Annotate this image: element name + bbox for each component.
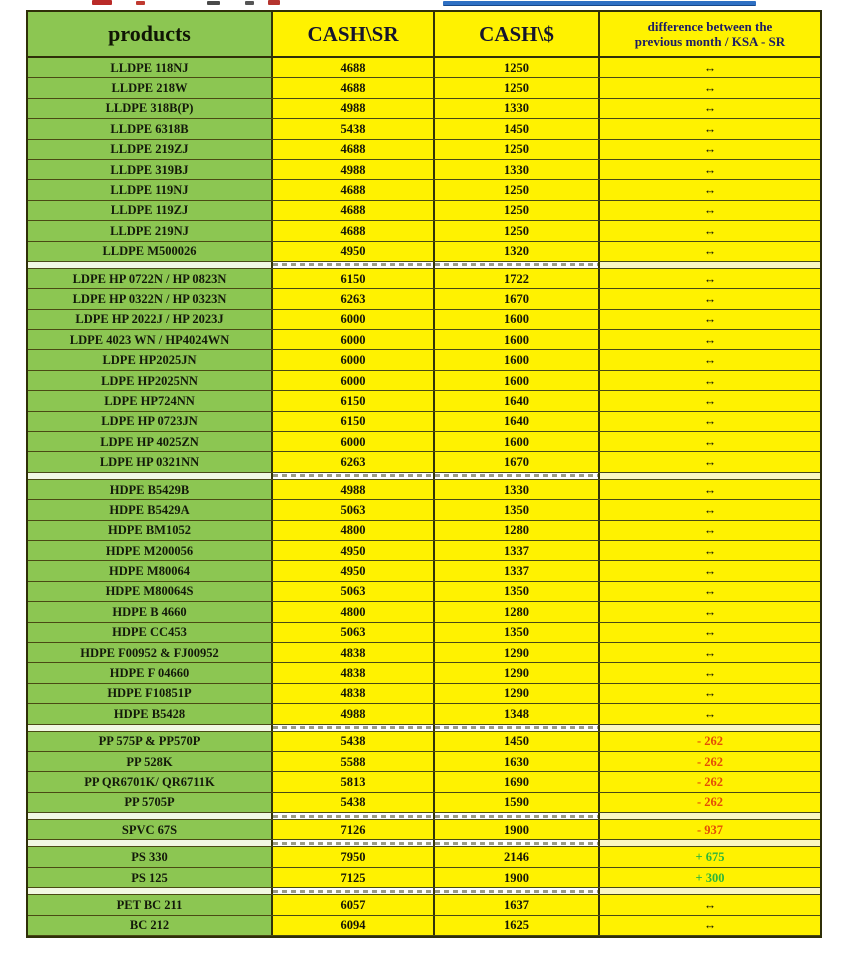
cash-usd-cell: 2146 xyxy=(435,847,600,866)
cash-usd-cell: 1280 xyxy=(435,521,600,540)
cash-sr-cell: 6150 xyxy=(273,391,435,410)
table-row xyxy=(28,201,820,221)
table-row xyxy=(28,452,820,472)
difference-cell: ↔ xyxy=(600,916,820,935)
header-cash-sr-label: CASH\SR xyxy=(307,21,399,46)
cash-usd-cell: 1350 xyxy=(435,582,600,601)
table-row xyxy=(28,916,820,936)
cash-sr-cell: 5063 xyxy=(273,582,435,601)
cash-sr-cell: 4950 xyxy=(273,561,435,580)
table-row xyxy=(28,820,820,840)
cash-sr-cell: 4688 xyxy=(273,180,435,199)
group-separator-cell xyxy=(435,262,600,268)
cash-sr-cell: 5813 xyxy=(273,772,435,791)
cash-sr-cell: 6263 xyxy=(273,452,435,471)
product-name-cell: SPVC 67S xyxy=(28,820,273,839)
cash-sr-cell: 5438 xyxy=(273,793,435,812)
difference-cell: ↔ xyxy=(600,310,820,329)
product-name-cell: HDPE BM1052 xyxy=(28,521,273,540)
cropped-text-fragment xyxy=(207,1,220,5)
cash-sr-cell: 6000 xyxy=(273,432,435,451)
product-name-cell: LLDPE 118NJ xyxy=(28,58,273,77)
group-separator-cell xyxy=(435,725,600,731)
difference-cell: ↔ xyxy=(600,221,820,240)
table-row xyxy=(28,772,820,792)
cash-sr-cell: 4800 xyxy=(273,521,435,540)
cash-usd-cell: 1290 xyxy=(435,663,600,682)
product-name-cell: LLDPE 319BJ xyxy=(28,160,273,179)
table-row xyxy=(28,663,820,683)
header-difference xyxy=(600,12,820,56)
product-name-cell: HDPE B5429A xyxy=(28,500,273,519)
cash-usd-cell: 1630 xyxy=(435,752,600,771)
cash-usd-cell: 1600 xyxy=(435,350,600,369)
cash-usd-cell: 1337 xyxy=(435,541,600,560)
cash-usd-cell: 1250 xyxy=(435,140,600,159)
difference-cell: - 262 xyxy=(600,772,820,791)
difference-cell: ↔ xyxy=(600,684,820,703)
product-name-cell: HDPE F00952 & FJ00952 xyxy=(28,643,273,662)
difference-cell: ↔ xyxy=(600,350,820,369)
table-row xyxy=(28,561,820,581)
group-separator-cell xyxy=(273,473,435,479)
cropped-blue-underline xyxy=(443,1,756,6)
product-name-cell: HDPE B 4660 xyxy=(28,602,273,621)
group-separator-cell xyxy=(273,262,435,268)
table-row xyxy=(28,58,820,78)
table-row xyxy=(28,99,820,119)
difference-cell: ↔ xyxy=(600,140,820,159)
difference-cell: - 262 xyxy=(600,793,820,812)
table-row xyxy=(28,391,820,411)
table-row xyxy=(28,269,820,289)
product-name-cell: LDPE HP2025NN xyxy=(28,371,273,390)
table-row xyxy=(28,643,820,663)
cropped-text-fragment xyxy=(92,0,112,5)
cash-usd-cell: 1690 xyxy=(435,772,600,791)
product-name-cell: LDPE HP 0322N / HP 0323N xyxy=(28,289,273,308)
cash-sr-cell: 4988 xyxy=(273,160,435,179)
table-body xyxy=(28,58,820,936)
product-name-cell: LDPE HP 2022J / HP 2023J xyxy=(28,310,273,329)
cash-usd-cell: 1670 xyxy=(435,452,600,471)
cash-sr-cell: 4688 xyxy=(273,78,435,97)
difference-cell: ↔ xyxy=(600,119,820,138)
table-row xyxy=(28,350,820,370)
cash-sr-cell: 4988 xyxy=(273,99,435,118)
difference-cell: - 937 xyxy=(600,820,820,839)
product-name-cell: LLDPE 6318B xyxy=(28,119,273,138)
cash-sr-cell: 4688 xyxy=(273,201,435,220)
cash-usd-cell: 1625 xyxy=(435,916,600,935)
group-separator-cell xyxy=(600,813,820,819)
cash-sr-cell: 5063 xyxy=(273,500,435,519)
difference-cell: ↔ xyxy=(600,582,820,601)
table-row xyxy=(28,412,820,432)
header-products xyxy=(28,12,273,56)
product-name-cell: LLDPE M500026 xyxy=(28,242,273,261)
cash-usd-cell: 1640 xyxy=(435,391,600,410)
product-name-cell: LLDPE 119ZJ xyxy=(28,201,273,220)
table-row xyxy=(28,500,820,520)
product-name-cell: BC 212 xyxy=(28,916,273,935)
group-separator-cell xyxy=(273,888,435,894)
cash-usd-cell: 1337 xyxy=(435,561,600,580)
cash-usd-cell: 1330 xyxy=(435,99,600,118)
difference-cell: ↔ xyxy=(600,180,820,199)
group-separator-row xyxy=(28,840,820,847)
cash-sr-cell: 7126 xyxy=(273,820,435,839)
difference-cell: ↔ xyxy=(600,99,820,118)
cash-sr-cell: 6094 xyxy=(273,916,435,935)
header-products-label: products xyxy=(108,21,191,46)
group-separator-cell xyxy=(600,262,820,268)
cash-sr-cell: 5438 xyxy=(273,119,435,138)
cash-sr-cell: 6263 xyxy=(273,289,435,308)
cropped-text-fragment xyxy=(245,1,254,5)
cash-sr-cell: 6000 xyxy=(273,350,435,369)
difference-cell: ↔ xyxy=(600,480,820,499)
product-name-cell: LDPE HP 0723JN xyxy=(28,412,273,431)
product-name-cell: PP 575P & PP570P xyxy=(28,732,273,751)
difference-cell: ↔ xyxy=(600,704,820,723)
cash-sr-cell: 5438 xyxy=(273,732,435,751)
product-name-cell: LDPE HP 4025ZN xyxy=(28,432,273,451)
difference-cell: ↔ xyxy=(600,541,820,560)
cash-usd-cell: 1640 xyxy=(435,412,600,431)
product-name-cell: HDPE CC453 xyxy=(28,623,273,642)
group-separator-row xyxy=(28,473,820,480)
table-row xyxy=(28,732,820,752)
header-difference-line1: difference between the xyxy=(647,19,773,34)
table-row xyxy=(28,310,820,330)
difference-cell: ↔ xyxy=(600,371,820,390)
group-separator-cell xyxy=(273,840,435,846)
cash-sr-cell: 6057 xyxy=(273,895,435,914)
cash-usd-cell: 1290 xyxy=(435,684,600,703)
table-row xyxy=(28,847,820,867)
difference-cell: ↔ xyxy=(600,78,820,97)
product-name-cell: LLDPE 218W xyxy=(28,78,273,97)
cropped-text-fragment xyxy=(268,0,280,5)
difference-cell: ↔ xyxy=(600,561,820,580)
table-row xyxy=(28,793,820,813)
difference-cell: ↔ xyxy=(600,663,820,682)
cash-usd-cell: 1280 xyxy=(435,602,600,621)
table-row xyxy=(28,78,820,98)
cash-usd-cell: 1900 xyxy=(435,868,600,887)
difference-cell: ↔ xyxy=(600,269,820,288)
cash-sr-cell: 6000 xyxy=(273,371,435,390)
group-separator-cell xyxy=(28,840,273,846)
table-row xyxy=(28,119,820,139)
difference-cell: ↔ xyxy=(600,602,820,621)
cash-usd-cell: 1250 xyxy=(435,180,600,199)
group-separator-cell xyxy=(600,888,820,894)
header-cash-usd xyxy=(435,12,600,56)
difference-cell: ↔ xyxy=(600,643,820,662)
table-row xyxy=(28,160,820,180)
difference-cell: ↔ xyxy=(600,452,820,471)
product-name-cell: HDPE M80064S xyxy=(28,582,273,601)
difference-cell: + 300 xyxy=(600,868,820,887)
header-cash-usd-label: CASH\$ xyxy=(479,21,554,46)
cash-usd-cell: 1250 xyxy=(435,221,600,240)
difference-cell: - 262 xyxy=(600,732,820,751)
group-separator-cell xyxy=(600,473,820,479)
difference-cell: + 675 xyxy=(600,847,820,866)
cash-sr-cell: 4988 xyxy=(273,704,435,723)
group-separator-row xyxy=(28,813,820,820)
cash-usd-cell: 1450 xyxy=(435,732,600,751)
group-separator-cell xyxy=(273,725,435,731)
table-row xyxy=(28,684,820,704)
cash-usd-cell: 1350 xyxy=(435,500,600,519)
cash-usd-cell: 1900 xyxy=(435,820,600,839)
table-row xyxy=(28,330,820,350)
cash-sr-cell: 4838 xyxy=(273,643,435,662)
product-name-cell: HDPE B5429B xyxy=(28,480,273,499)
cash-usd-cell: 1250 xyxy=(435,78,600,97)
table-row xyxy=(28,541,820,561)
table-row xyxy=(28,752,820,772)
product-name-cell: LLDPE 219NJ xyxy=(28,221,273,240)
group-separator-cell xyxy=(435,473,600,479)
product-name-cell: LDPE HP2025JN xyxy=(28,350,273,369)
cash-usd-cell: 1350 xyxy=(435,623,600,642)
product-name-cell: PS 125 xyxy=(28,868,273,887)
group-separator-row xyxy=(28,888,820,895)
difference-cell: ↔ xyxy=(600,623,820,642)
product-name-cell: HDPE B5428 xyxy=(28,704,273,723)
cash-usd-cell: 1600 xyxy=(435,330,600,349)
cash-usd-cell: 1600 xyxy=(435,432,600,451)
table-row xyxy=(28,602,820,622)
difference-cell: - 262 xyxy=(600,752,820,771)
difference-cell: ↔ xyxy=(600,242,820,261)
group-separator-cell xyxy=(28,888,273,894)
product-name-cell: LDPE HP724NN xyxy=(28,391,273,410)
difference-cell: ↔ xyxy=(600,895,820,914)
group-separator-cell xyxy=(600,725,820,731)
cash-sr-cell: 7125 xyxy=(273,868,435,887)
cash-sr-cell: 4688 xyxy=(273,58,435,77)
cash-sr-cell: 5588 xyxy=(273,752,435,771)
product-name-cell: LDPE 4023 WN / HP4024WN xyxy=(28,330,273,349)
table-row xyxy=(28,521,820,541)
difference-cell: ↔ xyxy=(600,391,820,410)
cash-sr-cell: 6000 xyxy=(273,330,435,349)
cash-usd-cell: 1590 xyxy=(435,793,600,812)
cash-usd-cell: 1600 xyxy=(435,371,600,390)
cash-usd-cell: 1450 xyxy=(435,119,600,138)
cash-sr-cell: 4950 xyxy=(273,541,435,560)
group-separator-cell xyxy=(273,813,435,819)
header-cash-sr xyxy=(273,12,435,56)
product-name-cell: PP 528K xyxy=(28,752,273,771)
cash-sr-cell: 4838 xyxy=(273,663,435,682)
difference-cell: ↔ xyxy=(600,58,820,77)
group-separator-row xyxy=(28,262,820,269)
product-name-cell: HDPE M80064 xyxy=(28,561,273,580)
cash-sr-cell: 5063 xyxy=(273,623,435,642)
cash-sr-cell: 4688 xyxy=(273,221,435,240)
product-name-cell: PET BC 211 xyxy=(28,895,273,914)
cash-sr-cell: 4988 xyxy=(273,480,435,499)
difference-cell: ↔ xyxy=(600,500,820,519)
product-name-cell: LLDPE 318B(P) xyxy=(28,99,273,118)
group-separator-cell xyxy=(435,840,600,846)
product-name-cell: PP QR6701K/ QR6711K xyxy=(28,772,273,791)
cash-sr-cell: 7950 xyxy=(273,847,435,866)
table-row xyxy=(28,480,820,500)
cash-sr-cell: 4800 xyxy=(273,602,435,621)
difference-cell: ↔ xyxy=(600,432,820,451)
difference-cell: ↔ xyxy=(600,330,820,349)
table-row xyxy=(28,895,820,915)
cash-usd-cell: 1320 xyxy=(435,242,600,261)
table-row xyxy=(28,623,820,643)
table-row xyxy=(28,432,820,452)
table-row xyxy=(28,221,820,241)
product-name-cell: PS 330 xyxy=(28,847,273,866)
cash-sr-cell: 4950 xyxy=(273,242,435,261)
cash-usd-cell: 1722 xyxy=(435,269,600,288)
table-row xyxy=(28,582,820,602)
cash-usd-cell: 1348 xyxy=(435,704,600,723)
product-name-cell: PP 5705P xyxy=(28,793,273,812)
product-name-cell: HDPE F10851P xyxy=(28,684,273,703)
group-separator-cell xyxy=(28,473,273,479)
product-name-cell: HDPE M200056 xyxy=(28,541,273,560)
cash-sr-cell: 6150 xyxy=(273,269,435,288)
table-row xyxy=(28,140,820,160)
cash-sr-cell: 6000 xyxy=(273,310,435,329)
header-difference-line2: previous month / KSA - SR xyxy=(634,34,786,49)
cropped-top-strip xyxy=(0,0,843,9)
table-row xyxy=(28,371,820,391)
price-table xyxy=(26,10,822,938)
cash-usd-cell: 1250 xyxy=(435,201,600,220)
cash-usd-cell: 1637 xyxy=(435,895,600,914)
product-name-cell: LDPE HP 0722N / HP 0823N xyxy=(28,269,273,288)
cash-usd-cell: 1330 xyxy=(435,480,600,499)
cash-sr-cell: 4838 xyxy=(273,684,435,703)
table-header-row xyxy=(28,12,820,58)
cash-usd-cell: 1670 xyxy=(435,289,600,308)
product-name-cell: LDPE HP 0321NN xyxy=(28,452,273,471)
group-separator-cell xyxy=(435,888,600,894)
table-row xyxy=(28,704,820,724)
group-separator-row xyxy=(28,725,820,732)
group-separator-cell xyxy=(28,262,273,268)
group-separator-cell xyxy=(435,813,600,819)
difference-cell: ↔ xyxy=(600,521,820,540)
cash-usd-cell: 1330 xyxy=(435,160,600,179)
cash-usd-cell: 1250 xyxy=(435,58,600,77)
group-separator-cell xyxy=(28,725,273,731)
table-row xyxy=(28,868,820,888)
cash-sr-cell: 4688 xyxy=(273,140,435,159)
difference-cell: ↔ xyxy=(600,201,820,220)
group-separator-cell xyxy=(600,840,820,846)
cash-sr-cell: 6150 xyxy=(273,412,435,431)
product-name-cell: LLDPE 219ZJ xyxy=(28,140,273,159)
group-separator-cell xyxy=(28,813,273,819)
table-row xyxy=(28,289,820,309)
cash-usd-cell: 1290 xyxy=(435,643,600,662)
cropped-text-fragment xyxy=(136,1,145,5)
difference-cell: ↔ xyxy=(600,289,820,308)
difference-cell: ↔ xyxy=(600,412,820,431)
product-name-cell: LLDPE 119NJ xyxy=(28,180,273,199)
cash-usd-cell: 1600 xyxy=(435,310,600,329)
product-name-cell: HDPE F 04660 xyxy=(28,663,273,682)
table-row xyxy=(28,242,820,262)
table-row xyxy=(28,180,820,200)
difference-cell: ↔ xyxy=(600,160,820,179)
